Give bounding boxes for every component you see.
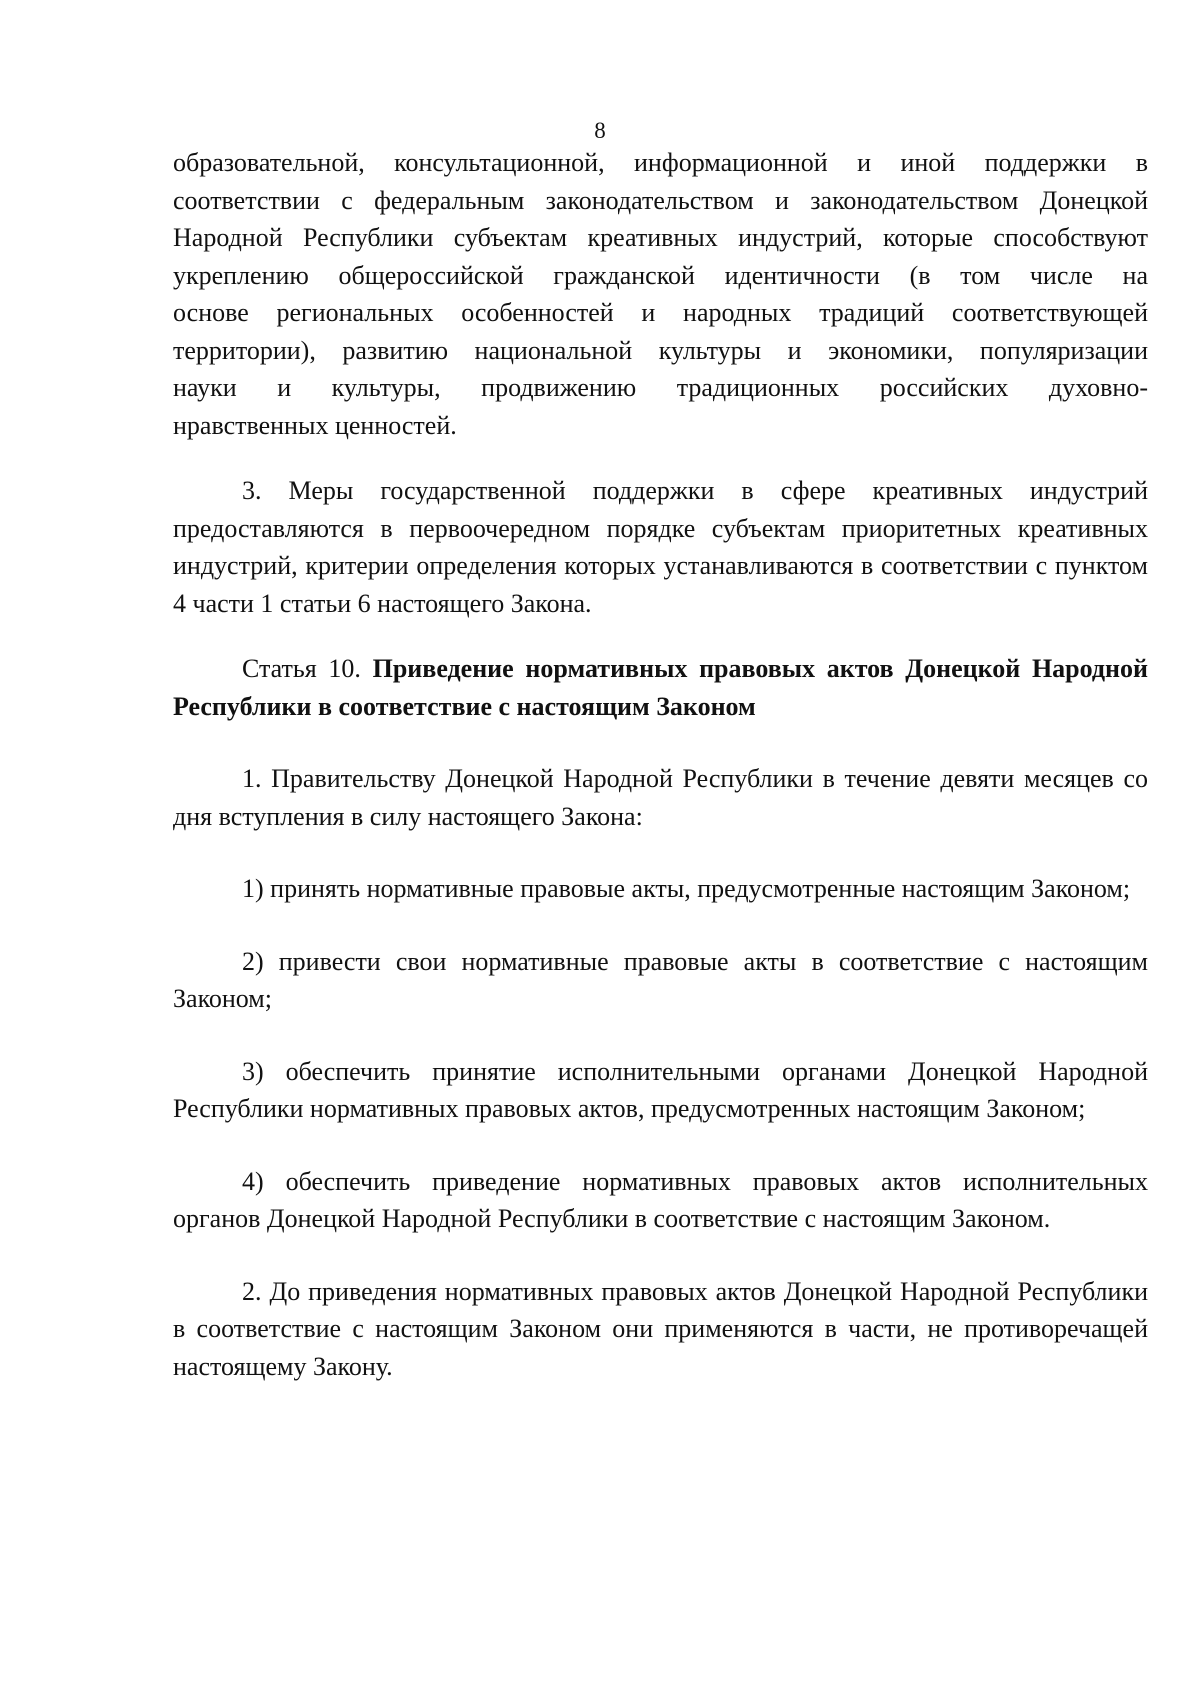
subitem-2: 2) привести свои нормативные правовые акты в соответствие с настоящим Законом; bbox=[173, 946, 1148, 1013]
paragraph-item-2: 2. До приведения нормативных правовых актов Донецкой Народной Республики в соответствие с настоящим Законом они применяются в части, не противоречащей настоящему Закону. bbox=[173, 1276, 1148, 1381]
text-line: науки и культуры, продвижению традиционных российских духовно- bbox=[173, 373, 1148, 402]
paragraph-item-3: 3. Меры государственной поддержки в сфере креативных индустрий предоставляются в первоочередном порядке субъектам приоритетных креативных индустрий, критерии определения которых устанавливаются в соответствии с пунктом 4 части 1 статьи 6 настоящего Закона. bbox=[173, 476, 1148, 618]
page-number: 8 bbox=[594, 118, 606, 143]
article-title: Приведение нормативных правовых актов Донецкой Народной Республики в соответствие с настоящим Законом bbox=[173, 654, 1148, 721]
paragraph-continuation bbox=[173, 144, 1148, 444]
subitem-3: 3) обеспечить принятие исполнительными органами Донецкой Народной Республики нормативных правовых актов, предусмотренных настоящим Законом; bbox=[173, 1056, 1148, 1123]
text-line: основе региональных особенностей и народных традиций соответствующей bbox=[173, 298, 1148, 327]
text-line: нравственных ценностей. bbox=[173, 410, 457, 440]
article-heading bbox=[173, 650, 1148, 725]
subitem-1: 1) принять нормативные правовые акты, предусмотренные настоящим Законом; bbox=[242, 874, 1131, 903]
text-line: Народной Республики субъектам креативных индустрий, которые способствуют bbox=[173, 223, 1148, 252]
text-line: образовательной, консультационной, информационной и иной поддержки в bbox=[173, 148, 1148, 177]
text-line: укреплению общероссийской гражданской идентичности (в том числе на bbox=[173, 260, 1148, 290]
document-body bbox=[173, 144, 1148, 1385]
paragraph-item-1: 1. Правительству Донецкой Народной Республики в течение девяти месяцев со дня вступления в силу настоящего Закона: bbox=[173, 764, 1148, 831]
article-label: Статья 10. bbox=[242, 654, 373, 683]
text-line: соответствии с федеральным законодательством и законодательством Донецкой bbox=[173, 185, 1148, 215]
text-line: территории), развитию национальной культуры и экономики, популяризации bbox=[173, 335, 1148, 365]
subitem-4: 4) обеспечить приведение нормативных правовых актов исполнительных органов Донецкой Народной Республики в соответствие с настоящим Законом. bbox=[173, 1166, 1148, 1233]
